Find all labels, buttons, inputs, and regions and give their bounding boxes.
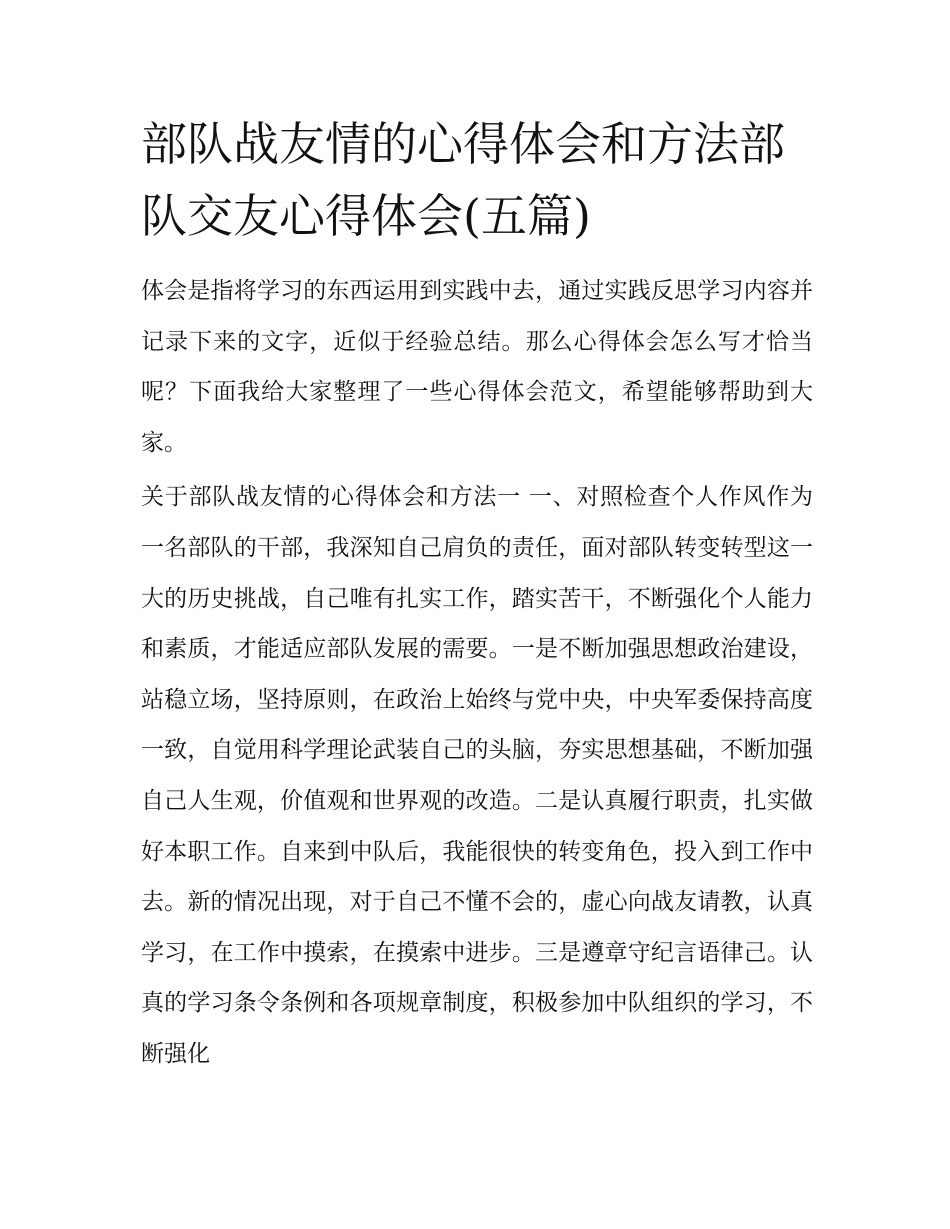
intro-paragraph: 体会是指将学习的东西运用到实践中去，通过实践反思学习内容并记录下来的文字，近似于经验总结。那么心得体会怎么写才恰当呢？下面我给大家整理了一些心得体会范文，希望能够帮助到大家。 [141,278,813,456]
body-paragraph: 关于部队战友情的心得体会和方法一 一、对照检查个人作风作为一名部队的干部，我深知自己肩负的责任，面对部队转变转型这一大的历史挑战，自己唯有扎实工作，踏实苦干，不断强化个人能力和素质，才能适应部队发展的需要。一是不断加强思想政治建设，站稳立场，坚持原则，在政治上始终与党中央，中央军委保持高度一致，自觉用科学理论武装自己的头脑，夯实思想基础，不断加强自己人生观，价值观和世界观的改造。二是认真履行职责，扎实做好本职工作。自来到中队后，我能很快的转变角色，投入到工作中去。新的情况出现，对于自己不懂不会的，虚心向战友请教，认真学习，在工作中摸索，在摸索中进步。三是遵章守纪言语律己。认真的学习条令条例和各项规章制度，积极参加中队组织的学习，不断强化 [141,484,813,1067]
document-content [141,108,813,1080]
document-title: 部队战友情的心得体会和方法部队交友心得体会(五篇) [141,117,785,243]
